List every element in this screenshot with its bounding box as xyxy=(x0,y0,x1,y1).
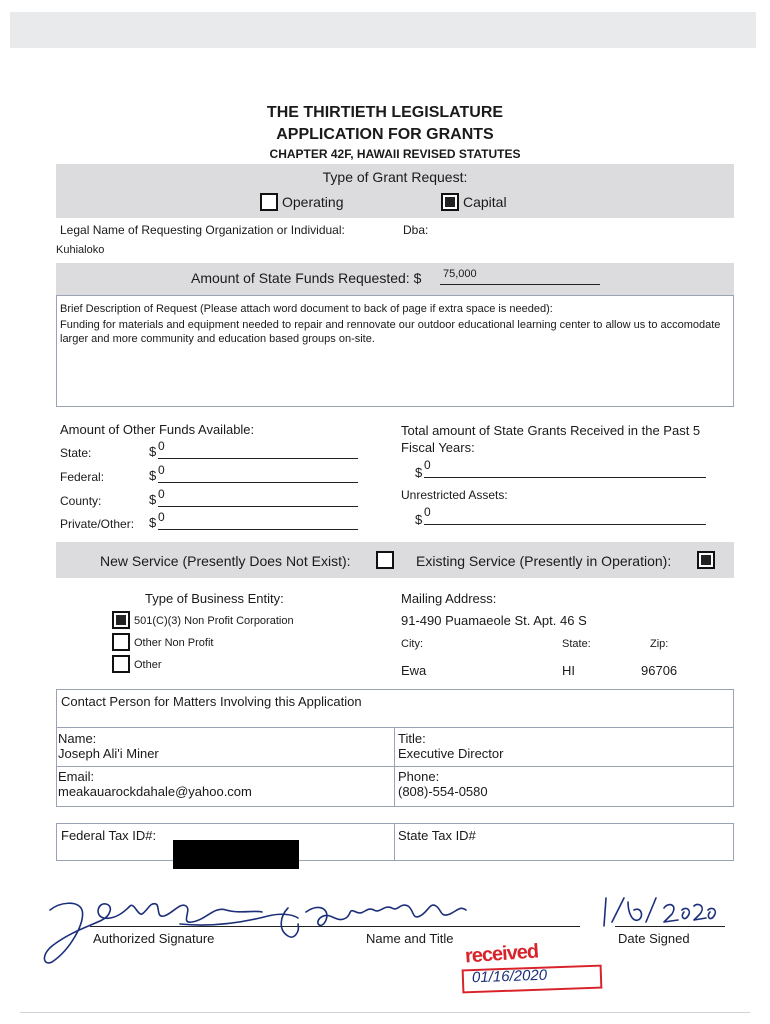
state-grants-label: Total amount of State Grants Received in the Past 5 Fiscal Years: xyxy=(401,423,701,455)
contact-name-label: Name: xyxy=(58,731,97,746)
contact-divider-1 xyxy=(56,727,734,728)
existing-service-checkbox[interactable] xyxy=(697,551,715,574)
redacted-federal-tax-id xyxy=(173,840,299,869)
zip-label: Zip: xyxy=(650,638,669,650)
handwritten-date xyxy=(598,892,723,932)
county-funds-label: County: xyxy=(60,494,102,508)
name-and-title-label: Name and Title xyxy=(366,931,454,946)
state-grants-line xyxy=(424,460,706,478)
legal-name-label: Legal Name of Requesting Organization or Individual: xyxy=(60,223,345,237)
federal-funds-line xyxy=(158,465,358,483)
contact-email-value[interactable]: meakauarockdahale@yahoo.com xyxy=(58,784,252,799)
contact-title-value[interactable]: Executive Director xyxy=(398,746,504,761)
date-signed-label: Date Signed xyxy=(618,931,690,946)
contact-name-value[interactable]: Joseph Ali'i Miner xyxy=(58,746,159,761)
county-funds-prefix: $ xyxy=(149,492,157,507)
state-tax-label: State Tax ID# xyxy=(398,828,476,843)
federal-funds-value[interactable]: 0 xyxy=(158,463,165,477)
zip-value[interactable]: 96706 xyxy=(641,663,678,678)
received-stamp: received xyxy=(464,940,539,968)
federal-tax-label: Federal Tax ID#: xyxy=(61,828,157,843)
entity-other-nonprofit-checkbox[interactable] xyxy=(112,633,130,656)
contact-phone-label: Phone: xyxy=(398,769,440,784)
state-value[interactable]: HI xyxy=(562,663,575,678)
state-grants-prefix: $ xyxy=(415,465,423,480)
new-service-checkbox[interactable] xyxy=(376,551,394,574)
state-funds-line xyxy=(158,441,358,459)
state-grants-value[interactable]: 0 xyxy=(424,458,431,472)
funds-requested-value[interactable]: 75,000 xyxy=(443,268,477,280)
legal-name-value[interactable]: Kuhialoko xyxy=(56,244,105,256)
tax-id-divider xyxy=(394,823,395,861)
bottom-edge-line xyxy=(20,1012,750,1013)
contact-divider-2 xyxy=(56,766,734,767)
authorized-signature-label: Authorized Signature xyxy=(93,931,215,946)
funds-requested-label: Amount of State Funds Requested: $ xyxy=(191,270,422,286)
federal-funds-label: Federal: xyxy=(60,470,105,484)
capital-label: Capital xyxy=(463,194,507,210)
unrestricted-assets-prefix: $ xyxy=(415,512,423,527)
capital-checkbox[interactable] xyxy=(441,193,459,216)
entity-501c3-label: 501(C)(3) Non Profit Corporation xyxy=(134,615,294,627)
received-date: 01/16/2020 xyxy=(471,966,548,987)
private-funds-label: Private/Other: xyxy=(60,517,135,531)
city-value[interactable]: Ewa xyxy=(401,663,427,678)
operating-label: Operating xyxy=(282,194,344,210)
top-scan-bar xyxy=(10,12,756,48)
description-text[interactable]: Funding for materials and equipment needed to repair and rennovate our outdoor educational learning center to allow us to accomodate larger and more community and education based groups on-site. xyxy=(60,319,721,345)
entity-other-label: Other xyxy=(134,659,162,671)
mailing-address-label: Mailing Address: xyxy=(401,591,497,606)
contact-title-label: Title: xyxy=(398,731,426,746)
form-statute: CHAPTER 42F, HAWAII REVISED STATUTES xyxy=(269,147,521,161)
tax-id-box xyxy=(56,823,734,861)
entity-other-checkbox[interactable] xyxy=(112,655,130,678)
city-label: City: xyxy=(401,638,423,650)
description-label: Brief Description of Request (Please attach word document to back of page if extra space is needed): xyxy=(60,303,553,315)
county-funds-value[interactable]: 0 xyxy=(158,487,165,501)
other-funds-label: Amount of Other Funds Available: xyxy=(60,422,255,437)
unrestricted-assets-value[interactable]: 0 xyxy=(424,505,431,519)
contact-email-label: Email: xyxy=(58,769,95,784)
existing-service-label: Existing Service (Presently in Operation): xyxy=(416,553,672,569)
state-label: State: xyxy=(562,638,591,650)
state-funds-label: State: xyxy=(60,446,92,460)
form-title: THE THIRTIETH LEGISLATURE xyxy=(266,104,504,121)
state-funds-value[interactable]: 0 xyxy=(158,439,165,453)
private-funds-prefix: $ xyxy=(149,515,157,530)
contact-heading: Contact Person for Matters Involving this Application xyxy=(61,694,362,709)
private-funds-value[interactable]: 0 xyxy=(158,510,165,524)
unrestricted-assets-line xyxy=(424,507,706,525)
county-funds-line xyxy=(158,489,358,507)
entity-other-nonprofit-label: Other Non Profit xyxy=(134,637,214,649)
operating-checkbox[interactable] xyxy=(260,193,278,216)
federal-funds-prefix: $ xyxy=(149,468,157,483)
entity-501c3-checkbox[interactable] xyxy=(112,611,130,634)
grant-type-label: Type of Grant Request: xyxy=(322,169,468,185)
business-entity-label: Type of Business Entity: xyxy=(145,591,284,606)
state-funds-prefix: $ xyxy=(149,444,157,459)
contact-divider-vertical xyxy=(394,727,395,807)
dba-label: Dba: xyxy=(403,223,429,237)
unrestricted-assets-label: Unrestricted Assets: xyxy=(401,488,508,502)
new-service-label: New Service (Presently Does Not Exist): xyxy=(100,553,351,569)
mailing-address-value[interactable]: 91-490 Puamaeole St. Apt. 46 S xyxy=(401,613,587,628)
form-subtitle: APPLICATION FOR GRANTS xyxy=(276,126,494,143)
contact-phone-value[interactable]: (808)-554-0580 xyxy=(398,784,488,799)
private-funds-line xyxy=(158,512,358,530)
